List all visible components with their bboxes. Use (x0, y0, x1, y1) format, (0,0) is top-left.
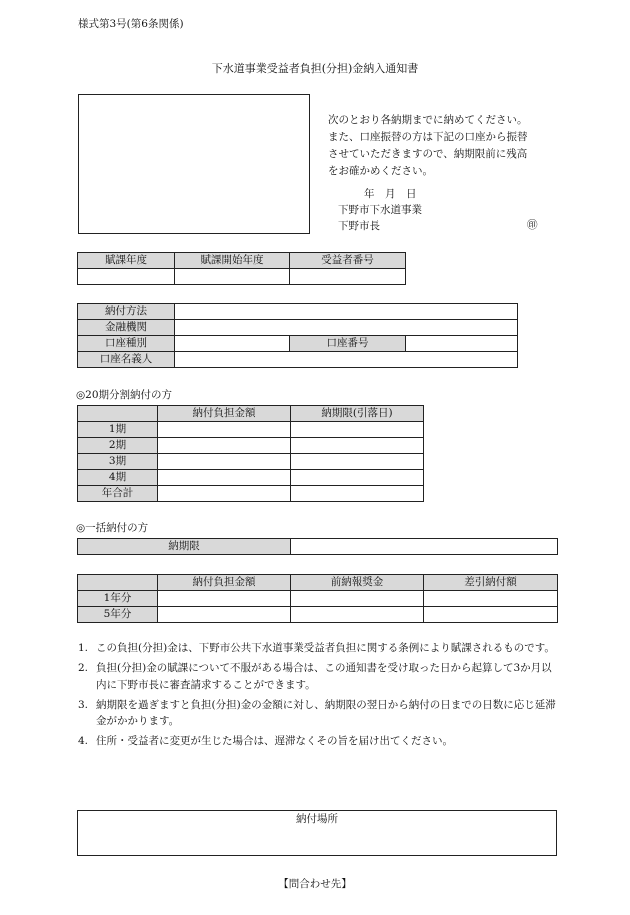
assessment-year-value (78, 269, 175, 285)
note-text: 負担(分担)金の賦課について不服がある場合は、この通知書を受け取った日から起算して3か月以内に下野市長に審査請求することができます。 (96, 662, 552, 691)
contact-label: 【問合わせ先】 (278, 878, 352, 890)
account-number-value (406, 336, 518, 352)
installment-due (291, 486, 424, 502)
notice-text (328, 112, 528, 180)
installment-row-label: 2期 (78, 438, 158, 454)
lump-sum-reward (291, 607, 424, 623)
assessment-start-year-value (175, 269, 290, 285)
installment-amount (158, 454, 291, 470)
table-row (78, 607, 558, 623)
notes-list (78, 640, 558, 754)
installment-heading: ◎20期分割納付の方 (76, 389, 173, 401)
address-window-box (78, 94, 310, 234)
lump-sum-heading: ◎一括納付の方 (76, 522, 149, 534)
account-holder-value (175, 352, 518, 368)
installment-due (291, 454, 424, 470)
lump-sum-row-label: 1年分 (78, 591, 158, 607)
installment-due (291, 422, 424, 438)
account-holder-label: 口座名義人 (78, 352, 175, 368)
installment-row-label: 4期 (78, 470, 158, 486)
installment-due (291, 470, 424, 486)
notice-line: させていただきますので、納期限前に残高 (328, 148, 528, 160)
installment-header-amount: 納付負担金額 (158, 406, 291, 422)
beneficiary-number-value (290, 269, 406, 285)
note-number: 4. (78, 735, 89, 748)
lump-sum-header-amount: 納付負担金額 (158, 575, 291, 591)
payment-place-label: 納付場所 (296, 813, 338, 825)
note-text: 納期限を過ぎますと負担(分担)金の金額に対し、納期限の翌日から納付の日までの日数に応じ延滞金がかかります。 (96, 698, 556, 728)
table-row (78, 454, 424, 470)
installment-header-blank (78, 406, 158, 422)
list-item (78, 640, 558, 656)
installment-row-label: 年合計 (78, 486, 158, 502)
payment-method-label: 納付方法 (78, 304, 175, 320)
lump-sum-reward (291, 591, 424, 607)
list-item (78, 660, 558, 693)
installment-table (77, 405, 424, 502)
installment-header-due: 納期限(引落日) (291, 406, 424, 422)
lump-sum-row-label: 5年分 (78, 607, 158, 623)
payment-method-value (175, 304, 518, 320)
notice-line: また、口座振替の方は下記の口座から振替 (328, 131, 528, 143)
notice-line: 次のとおり各納期までに納めてください。 (328, 114, 528, 126)
installment-row-label: 3期 (78, 454, 158, 470)
installment-amount (158, 486, 291, 502)
bank-label: 金融機関 (78, 320, 175, 336)
issuer-title: 下野市長 (338, 220, 380, 232)
installment-amount (158, 422, 291, 438)
list-item (78, 697, 558, 730)
lump-sum-due-table (77, 538, 558, 555)
lump-sum-amount (158, 591, 291, 607)
note-text: この負担(分担)金は、下野市公共下水道事業受益者負担に関する条例により賦課されるものです。 (96, 642, 555, 654)
lump-sum-amount (158, 607, 291, 623)
bank-value (175, 320, 518, 336)
table-row (78, 470, 424, 486)
notice-line: をお確かめください。 (328, 165, 433, 177)
note-number: 2. (78, 662, 89, 675)
lump-sum-net (424, 591, 558, 607)
installment-amount (158, 470, 291, 486)
form-id: 様式第3号(第6条関係) (78, 18, 184, 30)
lump-sum-due-value (291, 539, 558, 555)
notice-date: 年 月 日 (364, 188, 417, 200)
header-beneficiary-number: 受益者番号 (290, 253, 406, 269)
account-type-label: 口座種別 (78, 336, 175, 352)
note-number: 3. (78, 698, 89, 711)
list-item (78, 733, 558, 749)
note-text: 住所・受益者に変更が生じた場合は、遅滞なくその旨を届け出てください。 (96, 735, 453, 748)
account-number-label: 口座番号 (290, 336, 406, 352)
table-row (78, 438, 424, 454)
lump-sum-table (77, 574, 558, 623)
installment-amount (158, 438, 291, 454)
header-assessment-year: 賦課年度 (78, 253, 175, 269)
seal-mark: ㊞ (527, 219, 538, 231)
payment-place-box (77, 810, 557, 856)
header-assessment-start-year: 賦課開始年度 (175, 253, 290, 269)
installment-due (291, 438, 424, 454)
note-number: 1. (78, 642, 89, 654)
lump-sum-net (424, 607, 558, 623)
assessment-table (77, 252, 406, 285)
account-type-value (175, 336, 290, 352)
page-title: 下水道事業受益者負担(分担)金納入通知書 (211, 62, 419, 75)
payment-method-table (77, 303, 518, 368)
installment-row-label: 1期 (78, 422, 158, 438)
issuer-org: 下野市下水道事業 (338, 204, 422, 216)
lump-sum-header-net: 差引納付額 (424, 575, 558, 591)
table-row (78, 422, 424, 438)
lump-sum-header-reward: 前納報奨金 (291, 575, 424, 591)
table-row (78, 486, 424, 502)
lump-sum-due-label: 納期限 (78, 539, 291, 555)
table-row (78, 591, 558, 607)
lump-sum-header-blank (78, 575, 158, 591)
